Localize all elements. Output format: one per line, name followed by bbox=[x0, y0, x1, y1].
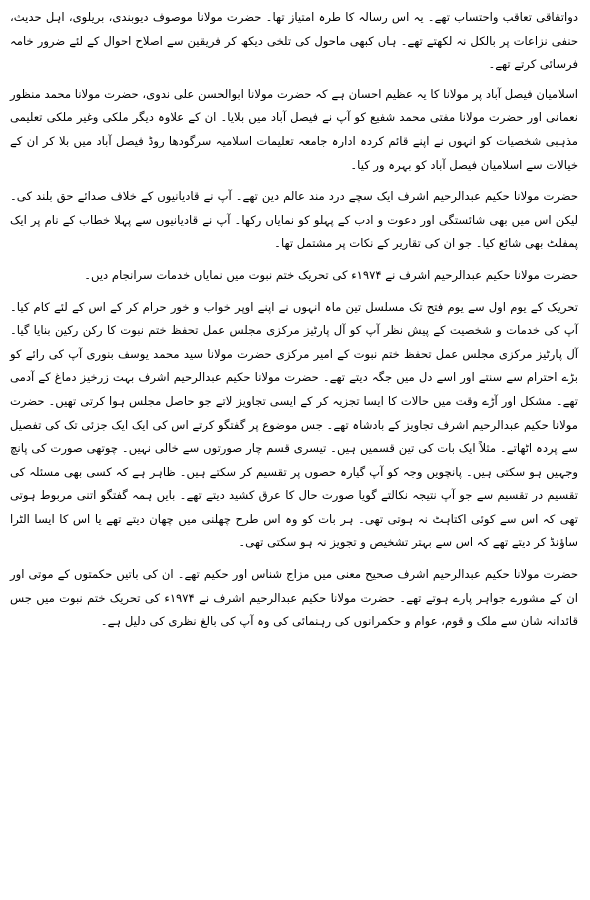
paragraph-4: حضرت مولانا حکیم عبدالرحیم اشرف نے ۱۹۷۴ء کی تحریک ختم نبوت میں نمایاں خدمات سرانجام دیں۔ bbox=[84, 267, 578, 282]
paragraph-6: حضرت مولانا حکیم عبدالرحیم اشرف صحیح معنی میں مزاج شناس اور حکیم تھے۔ ان کی باتیں حکمتوں کے موتی اور ان کے مشورے جواہر پارے ہوتے تھے۔ حضرت مولانا حکیم عبدالرحیم اشرف نے ۱۹۷۴ء کی تحریک ختم نبوت میں جس قائدانہ شان سے ملک و قوم، عوام و حکمرانوں کی رہنمائی کی وہ آپ کی بالغ نظری کی دلیل ہے۔ bbox=[10, 567, 578, 629]
paragraph-2: اسلامیان فیصل آباد پر مولانا کا یہ عظیم احسان ہے کہ حضرت مولانا ابوالحسن علی ندوی، حضرت مولانا محمد منظور نعمانی اور حضرت مولانا مفتی محمد شفیع کو آپ نے فیصل آباد میں بلایا۔ ان کے علاوہ دیگر ملکی وغیر ملکی تعلیمی مذہبی شخصیات کو انہوں نے اپنے قائم کردہ ادارہ جامعہ تعلیمات اسلامیہ سرگودھا روڈ فیصل آباد میں بلا کر ان کے خیالات سے اسلامیان فیصل آباد کو بہرہ ور کیا۔ bbox=[10, 86, 578, 172]
paragraph-5: تحریک کے یوم اول سے یوم فتح تک مسلسل تین ماہ انہوں نے اپنے اوپر خواب و خور حرام کر کے اس کے لئے کام کیا۔ آپ کی خدمات و شخصیت کے پیش نظر آپ کو آل پارٹیز مرکزی مجلس عمل تحفظ ختم نبوت کا رکن رکین بنایا گیا۔ آل پارٹیز مرکزی مجلس عمل تحفظ ختم نبوت کے امیر مرکزی حضرت مولانا سید محمد یوسف بنوری آپ کی رائے کو بڑے احترام سے سنتے اور اسے دل میں جگہ دیتے تھے۔ حضرت مولانا حکیم عبدالرحیم اشرف بہت زرخیز دماغ کے آدمی تھے۔ مشکل اور آڑے وقت میں حالات کا ایسا تجزیہ کر کے ایسی تجاویز لاتے جو حاصل مجلس ہوا کرتی تھیں۔ حضرت مولانا حکیم عبدالرحیم اشرف تجاویز کے بادشاہ تھے۔ جس موضوع پر گفتگو کرتے اس کی ایک ایک جزئی تک کی تفصیل سے پردہ اٹھاتے۔ مثلاً ایک بات کی تین قسمیں ہیں۔ تیسری قسم چار صورتوں سے خالی نہیں۔ چوتھی صورت کی پانچ وجہیں ہو سکتی ہیں۔ پانچویں وجہ کو آپ گیارہ حصوں پر تقسیم کر سکتے ہیں۔ ظاہر ہے کہ کسی بھی مسئلہ کی تقسیم در تقسیم سے جو آپ نتیجہ نکالتے گویا صورت حال کا عرق کشید دیتے تھے۔ بایں ہمہ گفتگو اتنی مربوط ہوتی تھی کہ اس سے کوئی اکتاہٹ نہ ہوتی تھی۔ ہر بات کو وہ اس طرح چھلنی میں چھان دیتے تھے یا اس کا ایسا الٹرا ساؤنڈ کر دیتے تھے کہ اس سے بہتر تشخیص و تجویز نہ ہو سکتی تھی۔ bbox=[10, 299, 578, 550]
paragraph-3: حضرت مولانا حکیم عبدالرحیم اشرف ایک سچے درد مند عالم دین تھے۔ آپ نے قادیانیوں کے خلاف صدائے حق بلند کی۔ لیکن اس میں بھی شائستگی اور دعوت و ادب کے پہلو کو نمایاں رکھا۔ آپ نے قادیانیوں سے پہلا خطاب کے نام پر ایک پمفلٹ بھی شائع کیا۔ جو ان کی تقاریر کے نکات پر مشتمل تھا۔ bbox=[10, 189, 578, 251]
paragraph-1: دواتفاقی تعاقب واحتساب تھے۔ یہ اس رسالہ کا طرہ امتیاز تھا۔ حضرت مولانا موصوف دیوبندی، بریلوی، اہل حدیث، حنفی نزاعات پر بالکل نہ لکھتے تھے۔ ہاں کبھی ماحول کی تلخی دیکھ کر فریقین سے اصلاح احوال کے لئے ضرور خامہ فرسائی کرتے تھے۔ bbox=[10, 10, 578, 72]
